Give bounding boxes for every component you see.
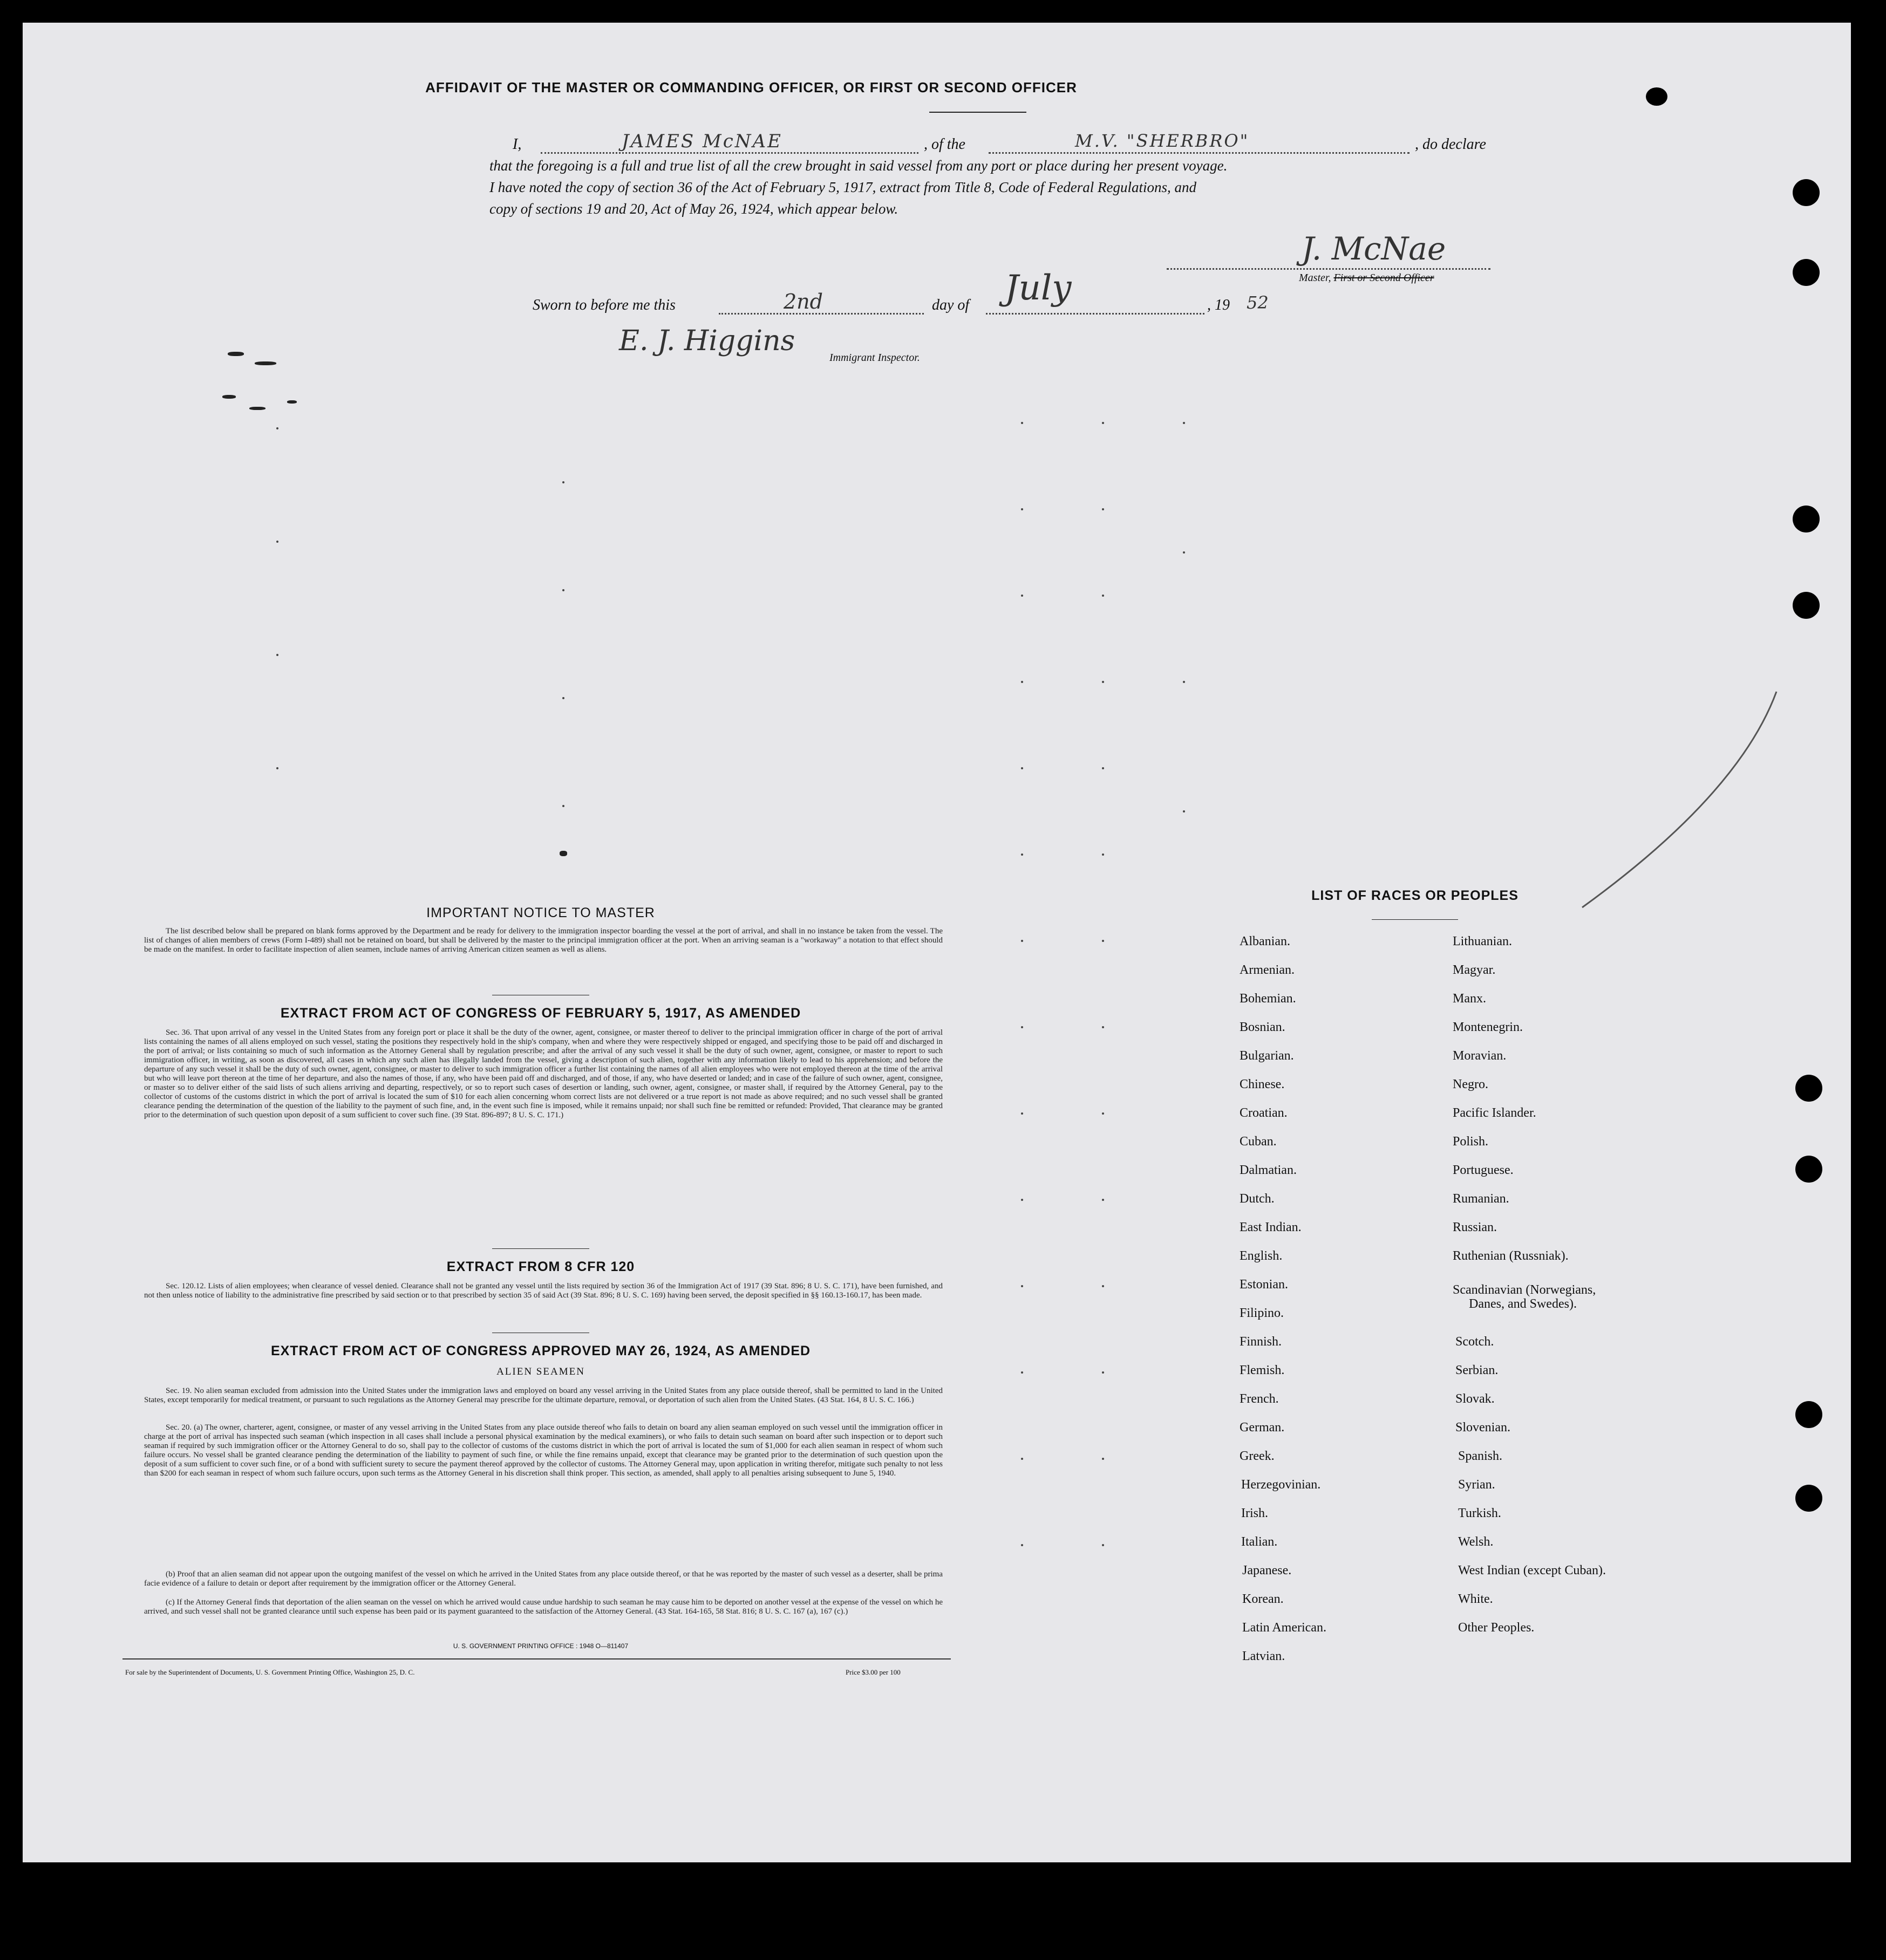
race-item: Slovenian.	[1455, 1421, 1510, 1435]
alien-seamen-subtitle: ALIEN SEAMEN	[496, 1366, 585, 1377]
race-item: German.	[1240, 1421, 1285, 1435]
ruling-dot	[1021, 1544, 1023, 1546]
day-of-label: day of	[932, 297, 970, 313]
extract-1924-sec20b: (b) Proof that an alien seaman did not appear upon the outgoing manifest of the vessel on which he arrived in the United States from any place outside thereof, or that he was reported by the master of such vessel as a deserter, shall be prima facie evidence of a failure to detain or deport after requirement by the immigration officer or the Attorney General.	[144, 1570, 943, 1588]
race-item: Estonian.	[1240, 1278, 1288, 1292]
binder-hole	[1793, 592, 1820, 619]
affidavit-title: AFFIDAVIT OF THE MASTER OR COMMANDING OFFICER, OR FIRST OR SECOND OFFICER	[425, 79, 1077, 95]
ruling-dot	[562, 481, 564, 483]
ruling-dot	[1021, 1199, 1023, 1201]
declarant-prefix: I,	[513, 136, 522, 153]
ruling-dot	[1102, 1112, 1104, 1115]
ruling-dot	[1102, 1458, 1104, 1460]
race-item: Magyar.	[1453, 963, 1496, 977]
race-item: Latin American.	[1242, 1621, 1326, 1635]
race-item: Lithuanian.	[1453, 934, 1512, 948]
year-prefix: , 19	[1207, 297, 1230, 313]
master-caption	[1299, 272, 1434, 284]
ruling-dot	[562, 805, 564, 807]
race-item: Dutch.	[1240, 1192, 1275, 1206]
binder-hole	[1793, 506, 1820, 532]
section-divider	[492, 1248, 589, 1249]
extract-1924-title: EXTRACT FROM ACT OF CONGRESS APPROVED MAY 26, 1924, AS AMENDED	[270, 1343, 811, 1358]
ruling-dot	[276, 654, 278, 656]
race-item: Latvian.	[1242, 1649, 1285, 1663]
master-caption-text: Master,	[1299, 272, 1331, 284]
race-item: West Indian (except Cuban).	[1458, 1563, 1606, 1577]
title-rule	[929, 112, 1026, 113]
race-item: Bosnian.	[1240, 1020, 1285, 1034]
races-title-rule	[1372, 919, 1458, 920]
race-item: Negro.	[1453, 1077, 1488, 1091]
ruling-dot	[1102, 681, 1104, 683]
sworn-month-handwritten: July	[1005, 268, 1072, 308]
ruling-dot	[1102, 1199, 1104, 1201]
race-item: White.	[1458, 1592, 1493, 1606]
race-item: Danes, and Swedes).	[1469, 1297, 1577, 1311]
ink-smudge	[222, 395, 236, 399]
ruling-dot	[1183, 810, 1185, 812]
declaration-line-3: I have noted the copy of section 36 of the Act of February 5, 1917, extract from Title 8, Code of Federal Regulations, and	[489, 179, 1197, 195]
race-item: Moravian.	[1453, 1049, 1507, 1063]
sworn-month-field	[986, 313, 1204, 315]
race-item: East Indian.	[1240, 1220, 1302, 1234]
printing-office-line: U. S. GOVERNMENT PRINTING OFFICE : 1948 O—811407	[453, 1642, 629, 1650]
ruling-dot	[1102, 508, 1104, 510]
ruling-dot	[1183, 422, 1185, 424]
ruling-dot	[1021, 595, 1023, 597]
race-item: Polish.	[1453, 1135, 1489, 1149]
sworn-day-handwritten: 2nd	[784, 290, 823, 313]
ruling-dot	[1102, 1371, 1104, 1374]
race-item: Spanish.	[1458, 1449, 1503, 1463]
inspector-caption: Immigrant Inspector.	[829, 352, 920, 364]
race-item: Syrian.	[1458, 1478, 1495, 1492]
ruling-dot	[1102, 767, 1104, 769]
race-item: Manx.	[1453, 992, 1486, 1006]
race-item: Italian.	[1241, 1535, 1278, 1549]
binder-hole	[1795, 1401, 1822, 1428]
footer-bar	[122, 1658, 951, 1659]
race-item: Welsh.	[1458, 1535, 1494, 1549]
ink-smudge	[228, 352, 244, 356]
ink-smudge	[249, 407, 265, 410]
race-item: Irish.	[1241, 1506, 1268, 1520]
year-handwritten: 52	[1247, 292, 1269, 313]
footer-price: Price $3.00 per 100	[846, 1668, 901, 1676]
notice-title: IMPORTANT NOTICE TO MASTER	[426, 905, 655, 920]
binder-hole	[1795, 1156, 1822, 1183]
ruling-dot	[1021, 681, 1023, 683]
ruling-dot	[1021, 422, 1023, 424]
binder-hole	[1795, 1485, 1822, 1512]
race-item: Bulgarian.	[1240, 1049, 1294, 1063]
ink-smudge	[560, 851, 567, 856]
race-item: Rumanian.	[1453, 1192, 1509, 1206]
binder-hole	[1793, 179, 1820, 206]
inspector-signature: E. J. Higgins	[619, 325, 795, 357]
extract-1924-sec20c: (c) If the Attorney General finds that deportation of the alien seaman on the vessel on which he arrived would cause undue hardship to such seaman he may cause him to be deported on another vessel at the expense of the vessel on which he arrived, and such vessel shall not be granted clearance until such expense has been paid or its payment guaranteed to the satisfaction of the Attorney General. (43 Stat. 164-165, 58 Stat. 816; 8 U. S. C. 167 (a), 167 (c).)	[144, 1598, 943, 1616]
race-item: Scotch.	[1455, 1335, 1494, 1349]
ruling-dot	[1183, 681, 1185, 683]
binder-hole	[1795, 1075, 1822, 1102]
ruling-dot	[276, 541, 278, 543]
race-item: Herzegovinian.	[1241, 1478, 1321, 1492]
ruling-dot	[1021, 940, 1023, 942]
race-item: Finnish.	[1240, 1335, 1282, 1349]
extract-1924-sec20a: Sec. 20. (a) The owner, charterer, agent, consignee, or master of any vessel arriving in the United States from any place outside thereof who fails to detain on board any alien seaman employed on such vessel until the immigration officer in charge at the port of arrival has inspected such seaman (which inspection in all cases shall include a personal physical examination by the medical examiners), or who fails to detain such seaman on board after such inspection or to deport such seaman if required by such immigration officer or the Attorney General to do so, shall pay to the collector of customs of the customs district in which the port of arrival is located the sum of $1,000 for each alien seaman in respect of whom such failure occurs. No vessel shall be granted clearance pending the determination of the liability to payment of such fine, or while the fine remains unpaid, except that clearance may be granted prior to the determination of such question upon the deposit of a sum sufficient to cover such fine, or of a bond with sufficient surety to secure the payment thereof approved by the collector of customs. The Attorney General may, upon application in writing therefor, mitigate such penalty to not less than $200 for each seaman in respect of whom such failure occurs, upon such terms as the Attorney General in his discretion shall think proper. This section, as amended, shall apply to all penalties arising subsequent to June 5, 1940.	[144, 1423, 943, 1478]
vessel-name-field	[989, 152, 1410, 154]
ink-smudge	[255, 361, 276, 365]
race-item: Russian.	[1453, 1220, 1497, 1234]
ruling-dot	[1021, 1371, 1023, 1374]
race-item: Chinese.	[1240, 1077, 1285, 1091]
struck-officer-caption: First or Second Officer	[1333, 272, 1434, 284]
ruling-dot	[1021, 1285, 1023, 1287]
ruling-dot	[1102, 940, 1104, 942]
race-item: Japanese.	[1242, 1563, 1292, 1577]
declaration-line-2: that the foregoing is a full and true list of all the crew brought in said vessel from any port or place during her present voyage.	[489, 158, 1228, 174]
ink-smudge	[287, 400, 297, 404]
master-name-handwritten: JAMES McNAE	[622, 131, 782, 152]
ruling-dot	[1183, 551, 1185, 554]
vessel-name-handwritten: M.V. "SHERBRO"	[1075, 131, 1250, 151]
race-item: French.	[1240, 1392, 1279, 1406]
ruling-dot	[562, 697, 564, 699]
extract-1924-sec19: Sec. 19. No alien seaman excluded from admission into the United States under the immigration laws and employed on board any vessel arriving in the United States from any place outside thereof, shall be permitted to land in the United States, except temporarily for medical treatment, or pursuant to such regulations as the Attorney General may prescribe for the ultimate departure, removal, or deportation of such alien from the United States. (43 Stat. 164, 8 U. S. C. 166.)	[144, 1387, 943, 1404]
extract-1917-title: EXTRACT FROM ACT OF CONGRESS OF FEBRUARY 5, 1917, AS AMENDED	[280, 1006, 801, 1021]
ruling-dot	[1102, 1026, 1104, 1028]
ruling-dot	[276, 767, 278, 769]
race-item: Pacific Islander.	[1453, 1106, 1536, 1120]
notice-text: The list described below shall be prepared on blank forms approved by the Department and be ready for delivery to the immigration inspector boarding the vessel at the port of arrival, and shall in no instance be taken from the vessel. The list of changes of alien members of crews (Form I-489) shall not be retained on board, but shall be delivered by the master to the principal immigration officer at the port. When an arriving seaman is a "workaway" a notation to that effect should be made on the manifest. In order to facilitate inspection of alien seamen, include names of arriving American citizen seamen as well as aliens.	[144, 927, 943, 954]
ruling-dot	[1021, 1026, 1023, 1028]
race-item: Armenian.	[1240, 963, 1295, 977]
ruling-dot	[1021, 508, 1023, 510]
sworn-label: Sworn to before me this	[533, 297, 676, 313]
extract-cfr-text: Sec. 120.12. Lists of alien employees; when clearance of vessel denied. Clearance shall not be granted any vessel until the lists required by section 36 of the Immigration Act of 1917 (39 Stat. 896; 8 U. S. C. 171), have been furnished, and not then unless notice of liability to the administrative fine prescribed by said section or to that prescribed by section 35 of said Act (39 Stat. 896; 8 U. S. C. 169) having been served, the deposit specified in §§ 160.13-160.17, has been made.	[144, 1282, 943, 1300]
ruling-dot	[562, 589, 564, 591]
ruling-dot	[1021, 767, 1023, 769]
master-signature: J. McNae	[1302, 230, 1446, 267]
race-item: Ruthenian (Russniak).	[1453, 1249, 1569, 1263]
race-item: Montenegrin.	[1453, 1020, 1523, 1034]
ruling-dot	[1102, 853, 1104, 856]
race-item: Bohemian.	[1240, 992, 1296, 1006]
races-title: LIST OF RACES OR PEOPLES	[1311, 888, 1519, 903]
master-name-field	[541, 152, 918, 154]
race-item: Turkish.	[1458, 1506, 1501, 1520]
ruling-dot	[276, 427, 278, 429]
of-the-label: , of the	[924, 136, 965, 153]
ruling-dot	[1021, 1112, 1023, 1115]
race-item: Slovak.	[1455, 1392, 1495, 1406]
signature-line	[1167, 268, 1490, 270]
ruling-dot	[1102, 595, 1104, 597]
ruling-dot	[1102, 1544, 1104, 1546]
ruling-dot	[1102, 422, 1104, 424]
race-item: Albanian.	[1240, 934, 1290, 948]
race-item: Portuguese.	[1453, 1163, 1514, 1177]
binder-hole	[1793, 259, 1820, 286]
race-item: Scandinavian (Norwegians,	[1453, 1283, 1596, 1297]
race-item: Flemish.	[1240, 1363, 1285, 1377]
race-item: Dalmatian.	[1240, 1163, 1297, 1177]
pen-stroke	[1577, 686, 1782, 913]
race-item: Filipino.	[1240, 1306, 1284, 1320]
race-item: Croatian.	[1240, 1106, 1288, 1120]
ruling-dot	[1021, 1458, 1023, 1460]
extract-cfr-title: EXTRACT FROM 8 CFR 120	[446, 1259, 635, 1274]
ruling-dot	[1102, 1285, 1104, 1287]
race-item: Other Peoples.	[1458, 1621, 1535, 1635]
race-item: Korean.	[1242, 1592, 1284, 1606]
race-item: Cuban.	[1240, 1135, 1277, 1149]
do-declare-label: , do declare	[1415, 136, 1486, 153]
race-item: Greek.	[1240, 1449, 1275, 1463]
binder-hole	[1646, 87, 1667, 106]
race-item: Serbian.	[1455, 1363, 1499, 1377]
document-page	[23, 23, 1851, 1862]
race-item: English.	[1240, 1249, 1283, 1263]
extract-1917-text: Sec. 36. That upon arrival of any vessel in the United States from any foreign port or place it shall be the duty of the owner, agent, consignee, or master thereof to deliver to the principal immigration officer in charge of the port of arrival lists containing the names of all aliens employed on such vessel, stating the positions they respectively hold in the ship's company, when and where they were respectively shipped or engaged, and specifying those to be paid off and discharged in the port of arrival; or lists containing so much of such information as the Attorney General shall by regulation prescribe; and after the arrival of any such vessel it shall be the duty of such owner, agent, consignee, or master to report to such immigration officer, in writing, as soon as discovered, all cases in which any such alien has illegally landed from the vessel, giving a description of such alien, together with any information likely to lead to his apprehension; and before the departure of any such vessel it shall be the duty of such owner, agent, consignee, or master to deliver to such immigration officer a further list containing the names of all alien employees who were not employed thereon at the time of the arrival but who will leave port thereon at the time of her departure, and also the names of those, if any, who have been paid off and discharged, and of those, if any, who have deserted or landed; and in case of the failure of such owner, agent, consignee, or master so to deliver either of the said lists of such aliens arriving and departing, respectively, or so to report such cases of desertion or landing, such owner, agent, consignee, or master shall, if required by the Attorney General, pay to the collector of customs of the customs district in which the port of arrival is located the sum of $10 for each alien concerning whom correct lists are not delivered or a true report is not made as above required; and no such vessel shall be granted clearance pending the determination of the question of the liability to the payment of such fine, and, in the event such fine is imposed, while it remains unpaid; nor shall such fine be remitted or refunded: Provided, That clearance may be granted prior to the determination of such question upon deposit of a sum sufficient to cover such fine. (39 Stat. 896-897; 8 U. S. C. 171.)	[144, 1028, 943, 1119]
footer-sale-text: For sale by the Superintendent of Documents, U. S. Government Printing Office, Washington 25, D. C.	[125, 1668, 415, 1676]
ruling-dot	[1021, 853, 1023, 856]
declaration-line-4: copy of sections 19 and 20, Act of May 26, 1924, which appear below.	[489, 201, 898, 217]
